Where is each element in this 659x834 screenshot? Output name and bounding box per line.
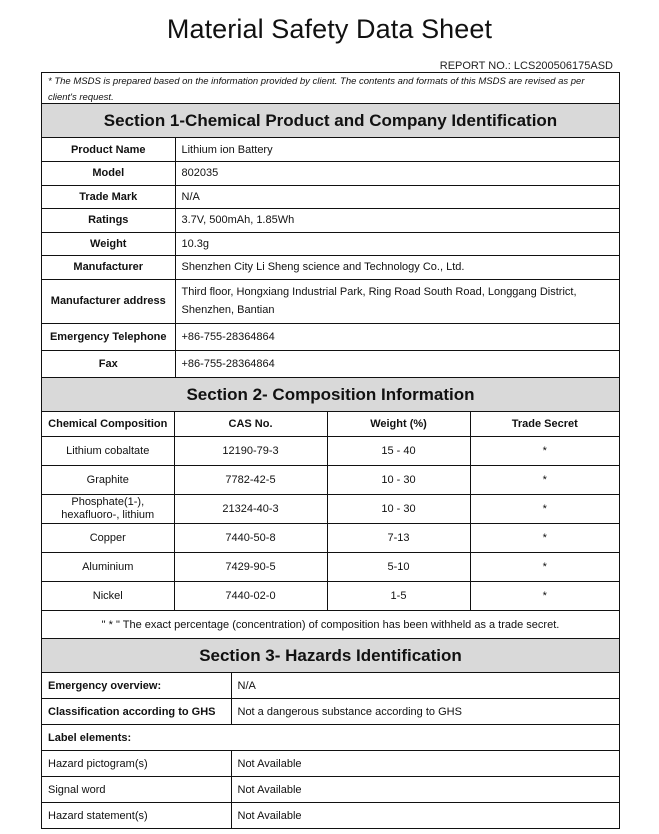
composition-secret-cell: *: [470, 495, 619, 524]
identification-value: 10.3g: [175, 232, 619, 256]
label-element-value: Not Available: [231, 751, 619, 777]
emergency-overview-row: [42, 673, 619, 699]
composition-weight-cell: 15 - 40: [327, 437, 470, 466]
composition-name-cell: Graphite: [42, 466, 174, 495]
section2-heading: Section 2- Composition Information: [42, 378, 619, 412]
emergency-overview-value: N/A: [231, 673, 619, 699]
identification-label: Manufacturer address: [42, 279, 175, 323]
composition-secret-cell: *: [470, 437, 619, 466]
identification-row: [42, 162, 619, 186]
identification-row: [42, 138, 619, 162]
label-element-value: Not Available: [231, 777, 619, 803]
identification-label: Weight: [42, 232, 175, 256]
composition-name-cell: Aluminium: [42, 553, 174, 582]
identification-label: Ratings: [42, 209, 175, 233]
identification-value: Third floor, Hongxiang Industrial Park, Ring Road South Road, Longgang District, Shenzhen, Bantian: [175, 279, 619, 323]
trade-secret-footnote-row: [42, 611, 619, 639]
label-element-row: [42, 803, 619, 829]
identification-row: [42, 256, 619, 280]
identification-value: Lithium ion Battery: [175, 138, 619, 162]
identification-value: +86-755-28364864: [175, 350, 619, 377]
identification-label: Trade Mark: [42, 185, 175, 209]
section3-table: [42, 673, 619, 828]
composition-cas-cell: 21324-40-3: [174, 495, 327, 524]
column-header-cas-no: CAS No.: [174, 412, 327, 437]
label-element-row: [42, 777, 619, 803]
section2-table-wrap: [42, 412, 619, 639]
identification-label: Model: [42, 162, 175, 186]
identification-row: [42, 279, 619, 323]
composition-name-cell: Phosphate(1-), hexafluoro-, lithium: [42, 495, 174, 524]
msds-document: [41, 72, 620, 829]
composition-secret-cell: *: [470, 553, 619, 582]
label-elements-row: [42, 725, 619, 751]
identification-row: [42, 209, 619, 233]
column-header-weight: Weight (%): [327, 412, 470, 437]
composition-row: [42, 495, 619, 524]
composition-weight-cell: 7-13: [327, 524, 470, 553]
composition-secret-cell: *: [470, 524, 619, 553]
classification-value: Not a dangerous substance according to GHS: [231, 699, 619, 725]
composition-weight-cell: 10 - 30: [327, 495, 470, 524]
label-element-label: Signal word: [42, 777, 231, 803]
identification-label: Product Name: [42, 138, 175, 162]
composition-secret-cell: *: [470, 582, 619, 611]
identification-value: 3.7V, 500mAh, 1.85Wh: [175, 209, 619, 233]
composition-header-row: [42, 412, 619, 437]
report-number: REPORT NO.: LCS200506175ASD: [439, 60, 613, 72]
column-header-trade-secret: Trade Secret: [470, 412, 619, 437]
composition-name-cell: Nickel: [42, 582, 174, 611]
composition-row: [42, 466, 619, 495]
identification-row: [42, 185, 619, 209]
section1-table-wrap: [42, 138, 619, 378]
classification-row: [42, 699, 619, 725]
composition-cas-cell: 7429-90-5: [174, 553, 327, 582]
section1-table: [42, 138, 619, 377]
label-element-label: Hazard pictogram(s): [42, 751, 231, 777]
identification-value: +86-755-28364864: [175, 323, 619, 350]
identification-label: Emergency Telephone: [42, 323, 175, 350]
composition-name-cell: Lithium cobaltate: [42, 437, 174, 466]
trade-secret-footnote: " * " The exact percentage (concentration) of composition has been withheld as a trade secret.: [42, 611, 619, 639]
identification-value: Shenzhen City Li Sheng science and Technology Co., Ltd.: [175, 256, 619, 280]
classification-label: Classification according to GHS: [42, 699, 231, 725]
composition-cas-cell: 7440-50-8: [174, 524, 327, 553]
identification-row: [42, 232, 619, 256]
identification-value: N/A: [175, 185, 619, 209]
emergency-overview-label: Emergency overview:: [42, 673, 231, 699]
label-element-row: [42, 751, 619, 777]
composition-weight-cell: 1-5: [327, 582, 470, 611]
document-title: Material Safety Data Sheet: [166, 14, 493, 44]
composition-row: [42, 437, 619, 466]
composition-cas-cell: 12190-79-3: [174, 437, 327, 466]
composition-weight-cell: 10 - 30: [327, 466, 470, 495]
section3-heading: Section 3- Hazards Identification: [42, 639, 619, 673]
section2-table: [42, 412, 619, 638]
composition-cas-cell: 7782-42-5: [174, 466, 327, 495]
label-elements-heading: Label elements:: [42, 725, 619, 751]
label-element-value: Not Available: [231, 803, 619, 829]
composition-weight-cell: 5-10: [327, 553, 470, 582]
msds-disclaimer-note: * The MSDS is prepared based on the information provided by client. The contents and formats of this MSDS are revised as per client's request.: [42, 73, 619, 104]
label-element-label: Hazard statement(s): [42, 803, 231, 829]
identification-row: [42, 350, 619, 377]
column-header-chemical-composition: Chemical Composition: [42, 412, 174, 437]
composition-row: [42, 553, 619, 582]
composition-secret-cell: *: [470, 466, 619, 495]
section1-heading: Section 1-Chemical Product and Company Identification: [42, 104, 619, 138]
composition-row: [42, 582, 619, 611]
identification-label: Fax: [42, 350, 175, 377]
identification-value: 802035: [175, 162, 619, 186]
identification-label: Manufacturer: [42, 256, 175, 280]
composition-name-cell: Copper: [42, 524, 174, 553]
composition-row: [42, 524, 619, 553]
identification-row: [42, 323, 619, 350]
composition-cas-cell: 7440-02-0: [174, 582, 327, 611]
